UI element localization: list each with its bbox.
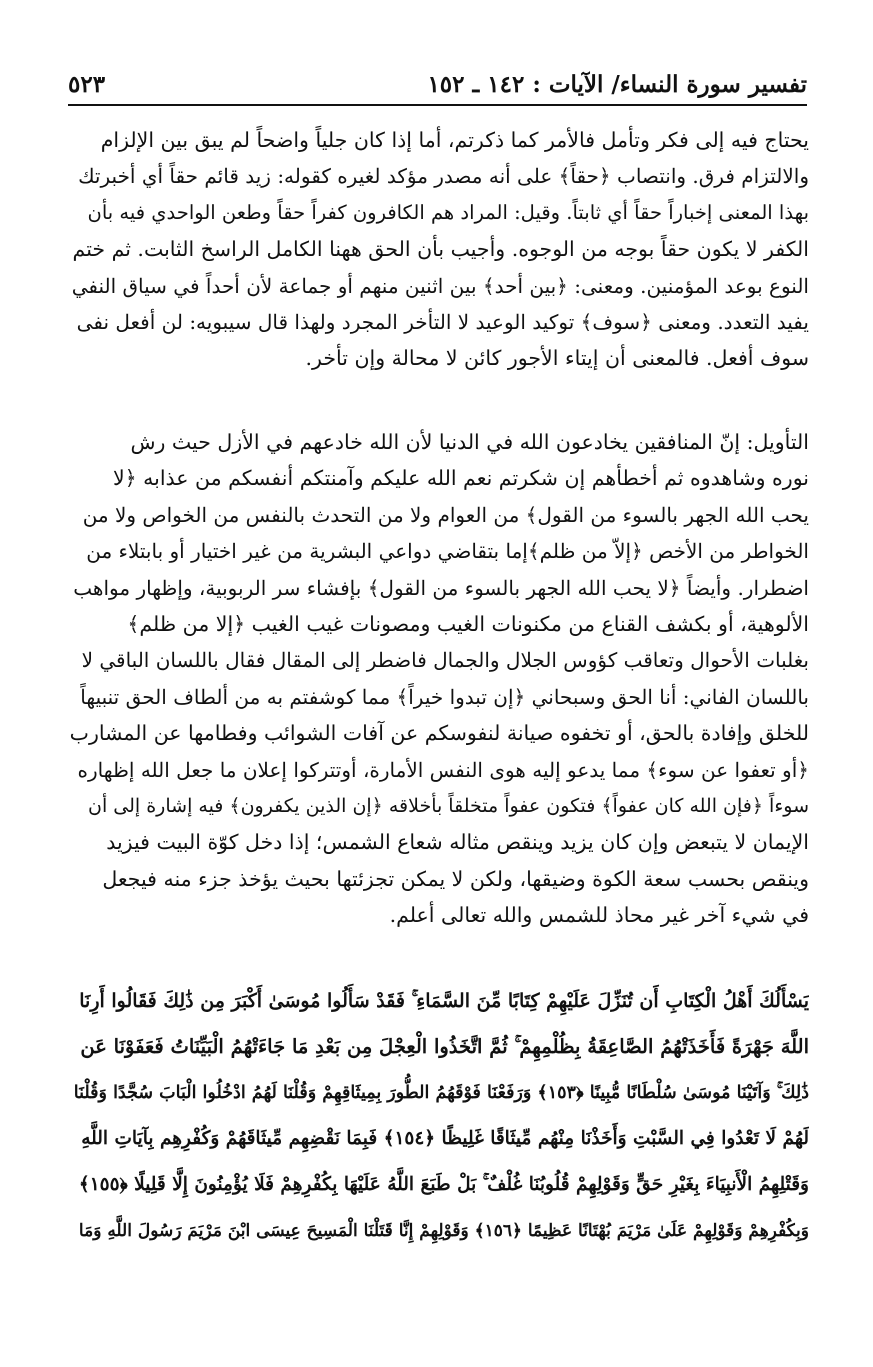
text-line: سوءاً ﴿فإن الله كان عفواً﴾ فتكون عفواً متخلقاً بأخلاقه ﴿إن الذين يكفرون﴾ فيه إشارة إلى أن	[88, 795, 809, 818]
page-header	[68, 66, 807, 102]
text-line: سوف أفعل. فالمعنى أن إيتاء الأجور كائن لا محالة وإن تأخر.	[305, 346, 809, 371]
verse-line: وَقَتْلِهِمُ الْأَنبِيَاءَ بِغَيْرِ حَقٍّ وَقَوْلِهِمْ قُلُوبُنَا غُلْفٌ ۚ بَلْ طَبَعَ اللَّهُ عَلَيْهَا بِكُفْرِهِمْ فَلَا يُؤْمِنُونَ إِلَّا قَلِيلًا ﴿١٥٥﴾	[78, 1174, 809, 1195]
text-line: يفيد التعدد. ومعنى ﴿سوف﴾ توكيد الوعيد لا التأخر المجرد ولهذا قال سيبويه: لن أفعل نفى	[76, 310, 809, 335]
text-line: التأويل: إنّ المنافقين يخادعون الله في الدنيا لأن الله خادعهم في الأزل حيث رش	[130, 430, 809, 454]
page-title: تفسير سورة النساء/ الآيات : ١٤٢ ـ ١٥٢	[427, 70, 807, 98]
text-line: في شيء آخر غير محاذ للشمس والله تعالى أعلم.	[389, 903, 809, 928]
quran-verses-block	[70, 978, 809, 1254]
commentary-paragraph-1	[70, 122, 809, 377]
text-line: وينقص بحسب سعة الكوة وضيقها، ولكن لا يمكن تجزئتها بحيث يؤخذ جزء منه فيجعل	[102, 866, 809, 891]
text-line: بهذا المعنى إخباراً حقاً أي ثابتاً. وقيل: المراد هم الكافرون كفراً حقاً وطعن الواحدي فيه بأن	[87, 200, 809, 224]
page-number: ٥٢٣	[68, 70, 106, 98]
text-line: يحب الله الجهر بالسوء من القول﴾ من العوام ولا من التحدث بالنفس من الخواص ولا من	[82, 502, 809, 527]
text-line: الإيمان لا يتبعض وإن كان يزيد وينقص مثاله شعاع الشمس؛ إذا دخل كوّة البيت فيزيد	[106, 830, 809, 855]
verse-line: اللَّهَ جَهْرَةً فَأَخَذَتْهُمُ الصَّاعِقَةُ بِظُلْمِهِمْ ۚ ثُمَّ اتَّخَذُوا الْعِجْلَ مِن بَعْدِ مَا جَاءَتْهُمُ الْبَيِّنَاتُ فَعَفَوْنَا عَن	[80, 1035, 809, 1058]
text-line: نوره وشاهدوه ثم أخطأهم إن شكرتم نعم الله عليكم وآمنتكم أنفسكم من عذابه ﴿لا	[112, 466, 809, 491]
commentary-paragraph-2	[70, 424, 809, 934]
text-line: الكفر لا يكون حقاً بوجه من الوجوه. وأجيب بأن الحق ههنا الكامل الراسخ الثابت. ثم ختم	[72, 237, 809, 262]
text-line: يحتاج فيه إلى فكر وتأمل فالأمر كما ذكرتم، أما إذا كان جلياً واضحاً لم يبق بين الإلزام	[100, 128, 809, 152]
verse-line: لَهُمْ لَا تَعْدُوا فِي السَّبْتِ وَأَخَذْنَا مِنْهُم مِّيثَاقًا غَلِيظًا ﴿١٥٤﴾ فَبِمَا نَقْضِهِم مِّيثَاقَهُمْ وَكُفْرِهِم بِآيَاتِ اللَّهِ	[81, 1128, 809, 1149]
text-line: الخواطر من الأخص ﴿إلاّ من ظلم﴾إما بتقاضي دواعي البشرية من غير اختيار أو بابتلاء من	[86, 539, 809, 564]
text-line: اضطرار. وأيضاً ﴿لا يحب الله الجهر بالسوء من القول﴾ بإفشاء سر الربوبية، وإظهار مواهب	[73, 575, 809, 600]
text-line: والالتزام فرق. وانتصاب ﴿حقاً﴾ على أنه مصدر مؤكد لغيره كقوله: زيد قائم حقاً أي أخبرتك	[78, 164, 809, 189]
verse-line: يَسْأَلُكَ أَهْلُ الْكِتَابِ أَن تُنَزِّلَ عَلَيْهِمْ كِتَابًا مِّنَ السَّمَاءِ ۚ فَقَدْ سَأَلُوا مُوسَىٰ أَكْبَرَ مِن ذَٰلِكَ فَقَالُوا أَرِنَا	[79, 990, 809, 1012]
text-line: النوع بوعد المؤمنين. ومعنى: ﴿بين أحد﴾ بين اثنين منهم أو جماعة لأن أحداً في سياق النفي	[71, 273, 809, 298]
text-line: ﴿أو تعفوا عن سوء﴾ مما يدعو إليه هوى النفس الأمارة، أوتتركوا إعلان ما جعل الله إظهاره	[77, 757, 809, 782]
text-line: باللسان الفاني: أنا الحق وسبحاني ﴿إن تبدوا خيراً﴾ مما كوشفتم به من ألطاف الحق تنبيهاً	[80, 684, 809, 709]
header-rule	[68, 104, 807, 106]
text-line: للخلق وإفادة بالحق، أو تخفوه صيانة لنفوسكم عن آفات الشوائب وفطامها عن المشارب	[70, 721, 809, 746]
verse-line: ذَٰلِكَ ۚ وَآتَيْنَا مُوسَىٰ سُلْطَانًا مُّبِينًا ﴿١٥٣﴾ وَرَفَعْنَا فَوْقَهُمُ الطُّورَ بِمِيثَاقِهِمْ وَقُلْنَا لَهُمُ ادْخُلُوا الْبَابَ سُجَّدًا وَقُلْنَا	[73, 1083, 809, 1103]
verse-line: وَبِكُفْرِهِمْ وَقَوْلِهِمْ عَلَىٰ مَرْيَمَ بُهْتَانًا عَظِيمًا ﴿١٥٦﴾ وَقَوْلِهِمْ إِنَّا قَتَلْنَا الْمَسِيحَ عِيسَى ابْنَ مَرْيَمَ رَسُولَ اللَّهِ وَمَا	[78, 1221, 809, 1241]
text-line: الألوهية، أو بكشف القناع من مكنونات الغيب ومصونات غيب الغيب ﴿إلا من ظلم﴾	[127, 612, 809, 637]
text-line: بغلبات الأحوال وتعاقب كؤوس الجلال والجمال فاضطر إلى المقال فقال باللسان الباقي لا	[81, 648, 809, 673]
